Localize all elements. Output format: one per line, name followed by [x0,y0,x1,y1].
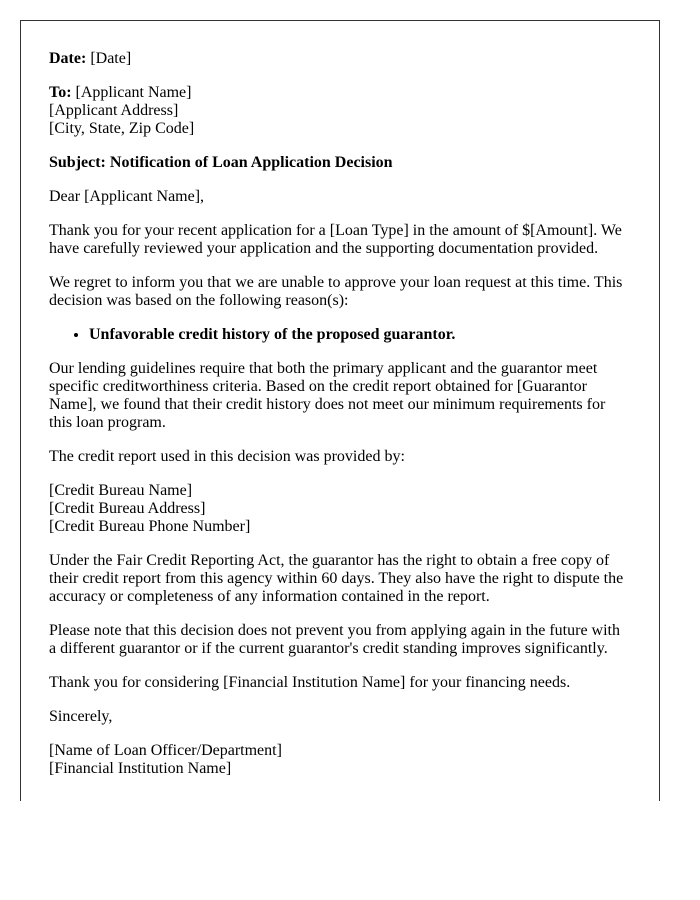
subject-text: Subject: Notification of Loan Application Decision [49,154,393,171]
recipient-block [49,84,631,138]
reasons-list [49,326,631,344]
bureau-phone: [Credit Bureau Phone Number] [49,518,251,535]
signature-block [49,742,631,778]
recipient-address: [Applicant Address] [49,102,179,119]
subject-line [49,154,631,172]
reason-item: • Unfavorable credit history of the proposed guarantor. [89,326,631,344]
to-label: To: [49,84,72,101]
salutation: Dear [Applicant Name], [49,188,205,205]
closing: Sincerely, [49,708,113,725]
signature-institution: [Financial Institution Name] [49,760,232,777]
paragraph-thanks: Thank you for considering [Financial Institution Name] for your financing needs. [49,674,571,691]
date-line [49,50,631,68]
date-label: Date: [49,50,87,67]
letter-page [20,20,660,801]
recipient-city: [City, State, Zip Code] [49,120,195,137]
paragraph-decision: We regret to inform you that we are unable to approve your loan request at this time. This decision was based on the following reason(s): [49,274,623,309]
bureau-block [49,482,631,536]
paragraph-intro: Thank you for your recent application for a [Loan Type] in the amount of $[Amount]. We have carefully reviewed your application and the supporting documentation provided. [49,222,622,257]
bureau-address: [Credit Bureau Address] [49,500,206,517]
date-value: [Date] [90,50,132,67]
paragraph-guidelines: Our lending guidelines require that both the primary applicant and the guarantor meet specific creditworthiness criteria. Based on the credit report obtained for [Guarantor Name], we found that their credit history does not meet our minimum requirements for this loan program. [49,360,606,431]
paragraph-credit-report: The credit report used in this decision was provided by: [49,448,405,465]
recipient-name: [Applicant Name] [75,84,192,101]
signature-officer: [Name of Loan Officer/Department] [49,742,282,759]
paragraph-reapply: Please note that this decision does not prevent you from applying again in the future with a different guarantor or if the current guarantor's credit standing improves significantly. [49,622,620,657]
paragraph-fcra: Under the Fair Credit Reporting Act, the guarantor has the right to obtain a free copy of their credit report from this agency within 60 days. They also have the right to dispute the accuracy or completeness of any information contained in the report. [49,552,624,605]
bureau-name: [Credit Bureau Name] [49,482,193,499]
